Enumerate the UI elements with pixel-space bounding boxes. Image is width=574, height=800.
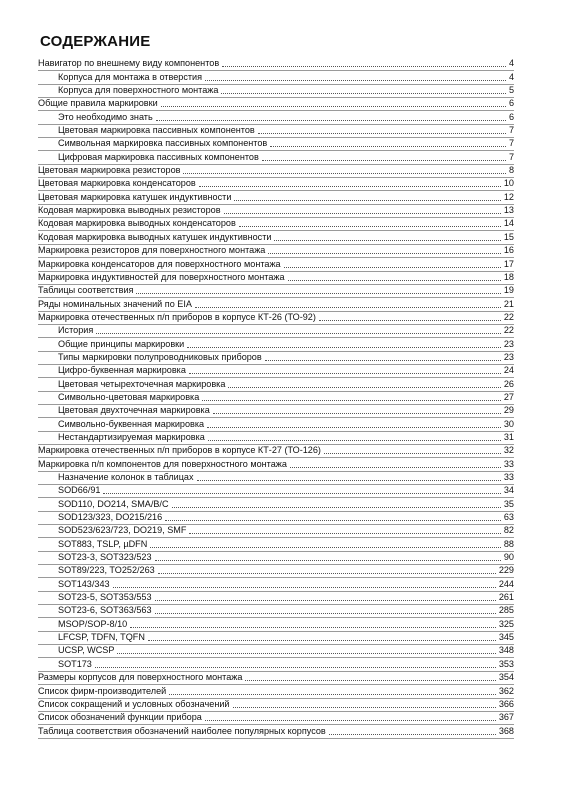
toc-entry[interactable] [38,325,514,338]
dot-leader [113,586,496,588]
dot-leader [228,386,500,388]
toc-entry[interactable] [38,605,514,618]
dot-leader [224,212,501,214]
toc-entry-title: SOT23-3, SOT323/523 [58,552,152,563]
toc-entry-page-number: 27 [503,391,514,402]
toc-entry-title: Цифро-буквенная маркировка [58,365,186,376]
toc-entry-page-number: 7 [508,151,514,162]
toc-entry-page-number: 82 [503,525,514,536]
toc-entry-page-number: 8 [508,165,514,176]
dot-leader [239,225,501,227]
toc-entry[interactable] [38,365,514,378]
toc-entry-title: SOT883, TSLP, µDFN [58,538,148,549]
dot-leader [150,546,501,548]
toc-entry-page-number: 6 [508,98,514,109]
toc-entry[interactable] [38,578,514,591]
dot-leader [148,639,496,641]
toc-entry-page-number: 4 [508,71,514,82]
toc-entry[interactable] [38,472,514,485]
dot-leader [155,612,496,614]
toc-entry-title: Это необходимо знать [58,111,153,122]
toc-entry-title: SOT23-5, SOT353/553 [58,592,152,603]
toc-entry[interactable] [38,111,514,124]
toc-entry-page-number: 90 [503,552,514,563]
toc-entry[interactable] [38,645,514,658]
toc-entry-title: SOT173 [58,658,92,669]
toc-entry[interactable] [38,231,514,244]
toc-entry-page-number: 23 [503,338,514,349]
toc-entry[interactable] [38,125,514,138]
toc-entry-page-number: 368 [498,725,514,736]
toc-entry[interactable] [38,272,514,285]
toc-entry-title: Цветовая маркировка резисторов [38,165,181,176]
toc-entry[interactable] [38,298,514,311]
toc-entry-title: Цветовая двухточечная маркировка [58,405,210,416]
toc-entry[interactable] [38,352,514,365]
toc-entry-title: SOD523/623/723, DO219, SMF [58,525,187,536]
toc-entry-page-number: 29 [503,405,514,416]
toc-entry[interactable] [38,258,514,271]
toc-entry-title: Маркировка отечественных п/п приборов в корпусе КТ-27 (ТО-126) [38,445,321,456]
dot-leader [161,105,506,107]
toc-entry[interactable] [38,538,514,551]
toc-entry-title: Список фирм-производителей [38,685,167,696]
toc-entry[interactable] [38,699,514,712]
dot-leader [172,506,501,508]
toc-entry-title: SOT89/223, TO252/263 [58,565,155,576]
toc-entry-title: Маркировка п/п компонентов для поверхностного монтажа [38,458,287,469]
dot-leader [202,399,501,401]
toc-entry-title: Ряды номинальных значений по EIA [38,298,192,309]
toc-entry[interactable] [38,205,514,218]
toc-entry-page-number: 362 [498,685,514,696]
toc-entry-page-number: 367 [498,712,514,723]
toc-entry-page-number: 285 [498,605,514,616]
toc-entry-page-number: 35 [503,498,514,509]
toc-entry-page-number: 33 [503,472,514,482]
toc-entry[interactable] [38,725,514,738]
toc-entry-page-number: 244 [498,578,514,589]
toc-entry-page-number: 88 [503,538,514,549]
toc-entry-title: Цветовая маркировка катушек индуктивности [38,191,232,202]
toc-entry-page-number: 16 [503,245,514,256]
toc-entry-page-number: 22 [503,311,514,322]
toc-entry-title: Цветовая маркировка пассивных компонентов [58,125,255,136]
toc-entry-title: Символьно-цветовая маркировка [58,391,200,402]
toc-entry[interactable] [38,445,514,458]
toc-entry-page-number: 24 [503,365,514,376]
toc-entry-title: SOT143/343 [58,578,110,589]
dot-leader [199,185,501,187]
dot-leader [169,693,496,695]
toc-entry-page-number: 22 [503,325,514,336]
toc-entry-title: UCSP, WCSP [58,645,115,656]
toc-entry-page-number: 63 [503,512,514,523]
dot-leader [155,559,501,561]
dot-leader [158,572,496,574]
toc-entry[interactable] [38,71,514,84]
toc-entry-title: Таблицы соответствия [38,285,134,296]
toc-entry-page-number: 6 [508,111,514,122]
toc-entry-title: Маркировка резисторов для поверхностного монтажа [38,245,266,256]
toc-entry[interactable] [38,285,514,298]
toc-entry[interactable] [38,178,514,191]
toc-entry-page-number: 7 [508,138,514,149]
toc-entry-page-number: 261 [498,592,514,603]
toc-entry-page-number: 10 [503,178,514,189]
dot-leader [234,199,500,201]
toc-entry-title: Корпуса для поверхностного монтажа [58,85,219,96]
toc-entry[interactable] [38,498,514,511]
dot-leader [189,532,500,534]
toc-entry-title: Таблица соответствия обозначений наиболее популярных корпусов [38,725,326,736]
dot-leader [117,652,495,654]
toc-entry-page-number: 23 [503,351,514,362]
toc-entry[interactable] [38,151,514,164]
toc-entry-title: Маркировка индуктивностей для поверхностного монтажа [38,271,285,282]
toc-entry-title: Кодовая маркировка выводных конденсаторов [38,218,236,229]
toc-entry-page-number: 5 [508,85,514,96]
dot-leader [155,599,496,601]
toc-entry[interactable] [38,458,514,471]
toc-entry[interactable] [38,565,514,578]
toc-entry[interactable] [38,685,514,698]
dot-leader [197,479,501,481]
dot-leader [233,706,496,708]
dot-leader [103,492,500,494]
dot-leader [136,292,500,294]
dot-leader [265,359,501,361]
dot-leader [268,252,501,254]
toc-entry[interactable] [38,712,514,725]
toc-entry-page-number: 13 [503,205,514,216]
dot-leader [270,145,506,147]
toc-entry-page-number: 15 [503,231,514,242]
toc-entry[interactable] [38,98,514,111]
toc-entry[interactable] [38,191,514,204]
dot-leader [329,733,496,735]
dot-leader [195,306,501,308]
toc-entry-title: Список сокращений и условных обозначений [38,698,230,709]
toc-entry[interactable] [38,85,514,98]
dot-leader [245,679,495,681]
dot-leader [290,466,501,468]
dot-leader [222,65,506,67]
toc-entry-page-number: 325 [498,618,514,629]
toc-entry-page-number: 21 [503,298,514,309]
toc-entry-title: Кодовая маркировка выводных катушек индуктивности [38,231,272,242]
toc-entry-title: Типы маркировки полупроводниковых приборов [58,351,262,362]
toc-entry[interactable] [38,592,514,605]
toc-entry-title: Корпуса для монтажа в отверстия [58,71,203,82]
toc-entry[interactable] [38,632,514,645]
toc-entry-title: Цветовая четырехточечная маркировка [58,378,226,389]
dot-leader [165,519,501,521]
toc-entry-title: Назначение колонок в таблицах [58,472,194,482]
dot-leader [213,412,501,414]
dot-leader [205,79,506,81]
toc-entry-page-number: 31 [503,431,514,442]
dot-leader [284,266,501,268]
toc-entry[interactable] [38,552,514,565]
dot-leader [96,332,501,334]
toc-entry-title: SOD110, DO214, SMA/B/C [58,498,169,509]
toc-entry-page-number: 348 [498,645,514,656]
toc-entry-title: Общие правила маркировки [38,98,158,109]
toc-entry-page-number: 32 [503,445,514,456]
dot-leader [95,666,496,668]
dot-leader [156,119,506,121]
toc-entry-title: SOD66/91 [58,485,101,496]
dot-leader [183,172,505,174]
toc-entry-page-number: 26 [503,378,514,389]
toc-entry-page-number: 229 [498,565,514,576]
dot-leader [262,159,506,161]
toc-entry-title: Маркировка отечественных п/п приборов в корпусе КТ-26 (ТО-92) [38,311,316,322]
dot-leader [207,426,501,428]
toc-entry-page-number: 14 [503,218,514,229]
toc-entry[interactable] [38,405,514,418]
toc-entry-page-number: 353 [498,658,514,669]
toc-entry[interactable] [38,392,514,405]
toc-entry-page-number: 34 [503,485,514,496]
toc-entry-title: Список обозначений функции прибора [38,712,202,723]
toc-entry-title: Размеры корпусов для поверхностного монтажа [38,672,243,683]
toc-entry-page-number: 345 [498,632,514,643]
toc-entry-page-number: 30 [503,418,514,429]
dot-leader [208,439,501,441]
dot-leader [324,452,501,454]
toc-entry[interactable] [38,512,514,525]
toc-entry-title: Символьно-буквенная маркировка [58,418,205,429]
toc-entry-title: Цветовая маркировка конденсаторов [38,178,196,189]
toc-entry-page-number: 366 [498,698,514,709]
dot-leader [189,372,501,374]
toc-entry[interactable] [38,338,514,351]
toc-entry-title: LFCSP, TDFN, TQFN [58,632,145,643]
toc-entry-title: Символьная маркировка пассивных компонентов [58,138,268,149]
toc-entry-page-number: 7 [508,125,514,136]
dot-leader [319,319,501,321]
toc-entry-title: Общие принципы маркировки [58,338,185,349]
toc-entry-title: SOT23-6, SOT363/563 [58,605,152,616]
table-of-contents [38,58,514,739]
dot-leader [221,92,506,94]
toc-entry[interactable] [38,245,514,258]
toc-entry-page-number: 12 [503,191,514,202]
dot-leader [288,279,501,281]
toc-entry-title: Цифровая маркировка пассивных компонентов [58,151,259,162]
toc-entry[interactable] [38,618,514,631]
dot-leader [130,626,496,628]
toc-entry[interactable] [38,418,514,431]
dot-leader [258,132,506,134]
toc-entry-page-number: 18 [503,271,514,282]
toc-entry[interactable] [38,658,514,671]
toc-entry[interactable] [38,672,514,685]
toc-entry[interactable] [38,165,514,178]
toc-entry-title: Нестандартизируемая маркировка [58,431,205,442]
toc-entry-title: SOD123/323, DO215/216 [58,512,163,523]
toc-entry[interactable] [38,432,514,445]
toc-entry-title: История [58,325,94,336]
toc-entry-title: Маркировка конденсаторов для поверхностного монтажа [38,258,281,269]
toc-entry-title: Навигатор по внешнему виду компонентов [38,58,220,69]
toc-entry[interactable] [38,378,514,391]
toc-entry[interactable] [38,485,514,498]
toc-entry[interactable] [38,138,514,151]
toc-entry-page-number: 354 [498,672,514,683]
toc-entry-title: MSOP/SOP-8/10 [58,618,128,629]
toc-entry-page-number: 19 [503,285,514,296]
toc-entry-page-number: 33 [503,458,514,469]
dot-leader [274,239,500,241]
dot-leader [205,719,496,721]
toc-entry[interactable] [38,58,514,71]
page-title: СОДЕРЖАНИЕ [40,33,151,50]
toc-entry-page-number: 4 [508,58,514,69]
toc-entry[interactable] [38,218,514,231]
toc-entry[interactable] [38,525,514,538]
toc-entry-page-number: 17 [503,258,514,269]
toc-entry[interactable] [38,312,514,325]
dot-leader [187,346,501,348]
toc-entry-title: Кодовая маркировка выводных резисторов [38,205,221,216]
